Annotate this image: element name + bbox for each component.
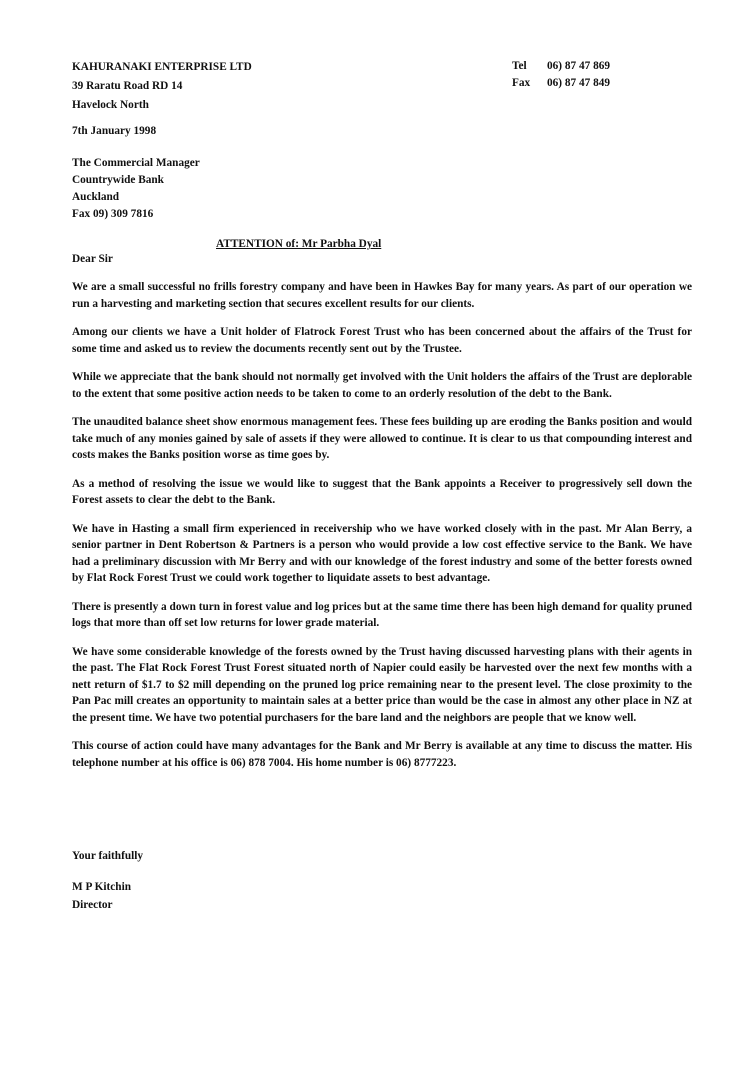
sender-company: KAHURANAKI ENTERPRISE LTD [72, 61, 252, 73]
fax-label: Fax [512, 77, 531, 89]
recipient-address [72, 155, 200, 223]
closing: Your faithfully [72, 850, 144, 862]
recipient-bank: Countrywide Bank [72, 174, 164, 186]
tel-label: Tel [512, 60, 527, 72]
sender-address-line-2: Havelock North [72, 99, 149, 111]
body-paragraph: Among our clients we have a Unit holder of Flatrock Forest Trust who has been concerned about the affairs of the Trust for some time and asked us to review the documents recently sent out by the Trustee. [72, 326, 692, 355]
body-paragraph: We have in Hasting a small firm experienced in receivership who we have worked closely with in the past. Mr Alan Berry, a senior partner in Dent Robertson & Partners is a person who would provide a low cost effective service to the Bank. We have had a preliminary discussion with Mr Berry and with our knowledge of the forest industry and some of the better forests owned by Flat Rock Forest Trust we could work together to liquidate assets to best advantage. [72, 522, 692, 584]
attention-line: ATTENTION of: Mr Parbha Dyal [216, 238, 382, 250]
salutation: Dear Sir [72, 253, 113, 265]
body-paragraph: The unaudited balance sheet show enormous management fees. These fees building up are eroding the Banks position and would take much of any monies gained by sale of assets if they were allowed to continue. It is clear to us that compounding interest and costs makes the Banks position worse as time goes by. [72, 416, 692, 461]
body-paragraph: We have some considerable knowledge of the forests owned by the Trust having discussed harvesting plans with their agents in the past. The Flat Rock Forest Trust Forest situated north of Napier could easily be harvested over the next few months with a nett return of $1.7 to $2 mill depending on the pruned log price remaining near to the present level. The close proximity to the Pan Pac mill creates an opportunity to maintain sales at a better price than would be the case in almost any other place in NZ at the present time. We have two potential purchasers for the bare land and the neighbors are people that we know well. [72, 645, 692, 724]
body-paragraph: As a method of resolving the issue we would like to suggest that the Bank appoints a Receiver to progressively sell down the Forest assets to clear the debt to the Bank. [72, 477, 692, 506]
body-paragraph: We are a small successful no frills forestry company and have been in Hawkes Bay for many years. As part of our operation we run a harvesting and marketing section that secures excellent results for our clients. [72, 281, 692, 310]
fax-number: 06) 87 47 849 [547, 77, 611, 89]
sender-address-line-1: 39 Raratu Road RD 14 [72, 80, 183, 92]
signatory-name: M P Kitchin [72, 881, 131, 893]
body-paragraph: This course of action could have many advantages for the Bank and Mr Berry is available at any time to discuss the matter. His telephone number at his office is 06) 878 7004. His home number is 06) 8777223. [72, 740, 692, 769]
signature-block [72, 879, 131, 915]
tel-row [512, 58, 610, 75]
recipient-title: The Commercial Manager [72, 157, 200, 169]
letter-date: 7th January 1998 [72, 125, 157, 137]
tel-number: 06) 87 47 869 [547, 60, 611, 72]
signatory-title: Director [72, 899, 113, 911]
body-paragraph: There is presently a down turn in forest value and log prices but at the same time there has been high demand for quality pruned logs that more than off set low returns for lower grade material. [72, 600, 692, 629]
recipient-fax: Fax 09) 309 7816 [72, 208, 154, 220]
sender-address [72, 59, 252, 116]
body-paragraph: While we appreciate that the bank should not normally get involved with the Unit holders the affairs of the Trust are deplorable to the extent that some positive action needs to be taken to come to an orderly resolution of the debt to the Bank. [72, 371, 692, 400]
contact-block [512, 58, 610, 92]
recipient-city: Auckland [72, 191, 120, 203]
letter-body [72, 279, 692, 783]
fax-row [512, 75, 610, 92]
